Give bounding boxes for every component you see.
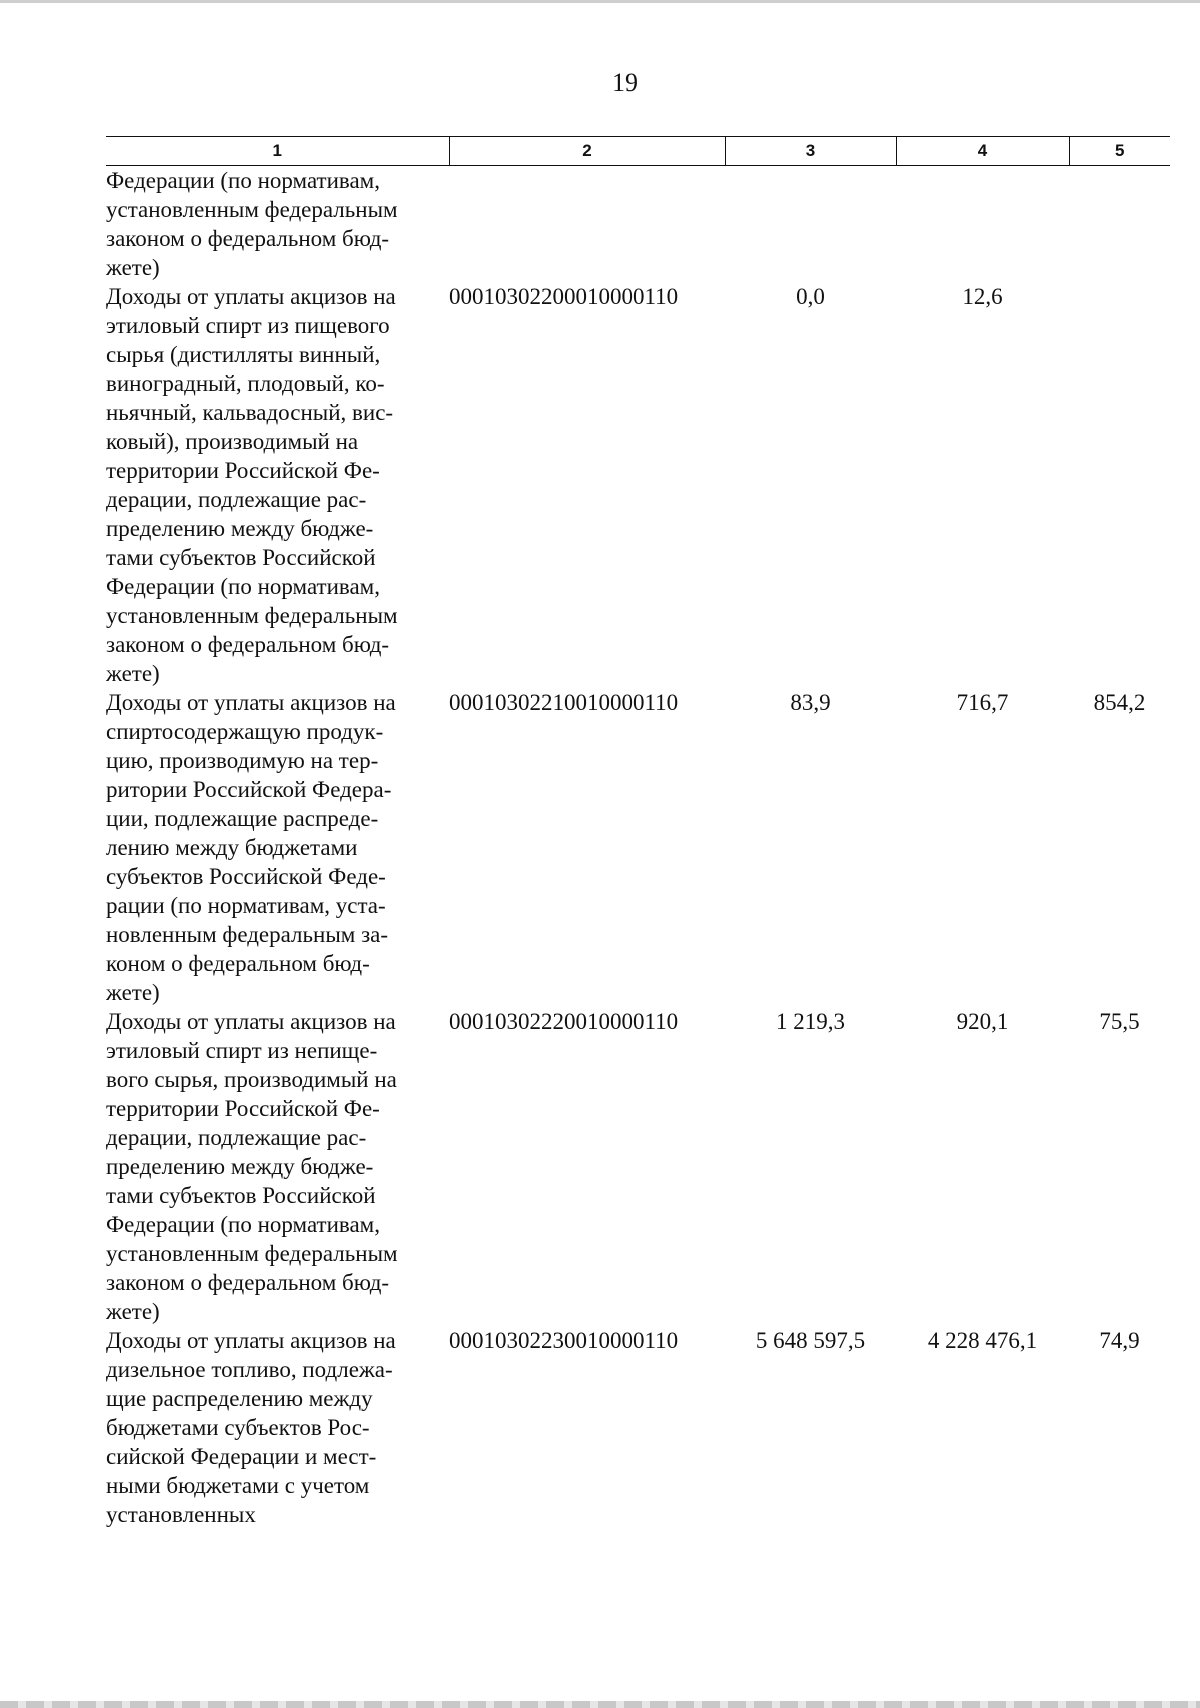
description-line: ритории Российской Федера- — [106, 777, 392, 802]
value-col3: 0,0 — [796, 284, 825, 309]
revenue-description — [106, 282, 449, 688]
description-line: лению между бюджетами — [106, 835, 358, 860]
description-line: этиловый спирт из пищевого — [106, 313, 390, 338]
description-line: дерации, подлежащие рас- — [106, 487, 367, 512]
column-header-3: 3 — [725, 137, 896, 166]
description-line: ковый), производимый на — [106, 429, 359, 454]
budget-code: 00010302210010000110 — [449, 690, 679, 715]
table-header-row — [106, 137, 1170, 166]
scan-top-edge — [0, 0, 1200, 3]
table-row — [106, 166, 1170, 283]
description-line: рации (по нормативам, уста- — [106, 893, 386, 918]
table-row — [106, 1007, 1170, 1326]
description-line: сийской Федерации и мест- — [106, 1444, 377, 1469]
description-line: территории Российской Фе- — [106, 1096, 380, 1121]
description-line: дизельное топливо, подлежа- — [106, 1357, 393, 1382]
description-line: спиртосодержащую продук- — [106, 719, 384, 744]
value-col4: 920,1 — [956, 1009, 1009, 1034]
table-row — [106, 1326, 1170, 1529]
revenue-description — [106, 1007, 449, 1326]
description-line: установленных — [106, 1502, 256, 1527]
description-line: сырья (дистилляты винный, — [106, 342, 381, 367]
description-line: виноградный, плодовый, ко- — [106, 371, 385, 396]
revenue-description — [106, 166, 449, 283]
description-line: установленным федеральным — [106, 197, 398, 222]
column-header-1: 1 — [106, 137, 449, 166]
column-header-2: 2 — [449, 137, 725, 166]
description-line: Доходы от уплаты акцизов на — [106, 284, 396, 309]
value-col3 — [725, 166, 896, 283]
budget-code — [449, 166, 725, 283]
table-row — [106, 282, 1170, 688]
value-col5: 75,5 — [1099, 1009, 1140, 1034]
description-line: Федерации (по нормативам, — [106, 1212, 380, 1237]
description-line: законом о федеральном бюд- — [106, 226, 390, 251]
description-line: цию, производимую на тер- — [106, 748, 379, 773]
description-line: ными бюджетами с учетом — [106, 1473, 370, 1498]
description-line: законом о федеральном бюд- — [106, 632, 390, 657]
scan-bottom-edge — [0, 1701, 1200, 1708]
description-line: вого сырья, производимый на — [106, 1067, 397, 1092]
budget-code: 00010302230010000110 — [449, 1328, 679, 1353]
description-line: Доходы от уплаты акцизов на — [106, 690, 396, 715]
description-line: установленным федеральным — [106, 1241, 398, 1266]
description-line: Федерации (по нормативам, — [106, 168, 380, 193]
value-col4: 716,7 — [956, 690, 1009, 715]
revenue-description — [106, 1326, 449, 1529]
budget-table — [106, 136, 1170, 1529]
value-col5: 74,9 — [1099, 1328, 1140, 1353]
description-line: жете) — [106, 980, 160, 1005]
description-line: пределению между бюдже- — [106, 1154, 374, 1179]
description-line: пределению между бюдже- — [106, 516, 374, 541]
description-line: Доходы от уплаты акцизов на — [106, 1009, 396, 1034]
table-body — [106, 166, 1170, 1530]
description-line: установленным федеральным — [106, 603, 398, 628]
value-col5: 854,2 — [1093, 690, 1146, 715]
description-line: коном о федеральном бюд- — [106, 951, 370, 976]
value-col3: 5 648 597,5 — [755, 1328, 866, 1353]
description-line: ции, подлежащие распреде- — [106, 806, 379, 831]
value-col3: 83,9 — [790, 690, 831, 715]
budget-code: 00010302220010000110 — [449, 1009, 679, 1034]
description-line: Доходы от уплаты акцизов на — [106, 1328, 396, 1353]
value-col3: 1 219,3 — [776, 1009, 845, 1034]
value-col5 — [1069, 282, 1170, 688]
column-header-4: 4 — [896, 137, 1069, 166]
description-line: территории Российской Фе- — [106, 458, 380, 483]
description-line: этиловый спирт из непище- — [106, 1038, 378, 1063]
revenue-description — [106, 688, 449, 1007]
table-row — [106, 688, 1170, 1007]
budget-code: 00010302200010000110 — [449, 284, 679, 309]
description-line: Федерации (по нормативам, — [106, 574, 380, 599]
description-line: дерации, подлежащие рас- — [106, 1125, 367, 1150]
description-line: жете) — [106, 255, 160, 280]
description-line: законом о федеральном бюд- — [106, 1270, 390, 1295]
description-line: новленным федеральным за- — [106, 922, 389, 947]
value-col4: 12,6 — [962, 284, 1003, 309]
description-line: субъектов Российской Феде- — [106, 864, 386, 889]
description-line: ньячный, кальвадосный, вис- — [106, 400, 394, 425]
page-number: 19 — [612, 68, 638, 97]
value-col5 — [1069, 166, 1170, 283]
description-line: жете) — [106, 1299, 160, 1324]
value-col4 — [896, 166, 1069, 283]
value-col4: 4 228 476,1 — [927, 1328, 1038, 1353]
description-line: тами субъектов Российской — [106, 1183, 376, 1208]
description-line: бюджетами субъектов Рос- — [106, 1415, 370, 1440]
description-line: жете) — [106, 661, 160, 686]
column-header-5: 5 — [1069, 137, 1170, 166]
description-line: щие распределению между — [106, 1386, 373, 1411]
description-line: тами субъектов Российской — [106, 545, 376, 570]
